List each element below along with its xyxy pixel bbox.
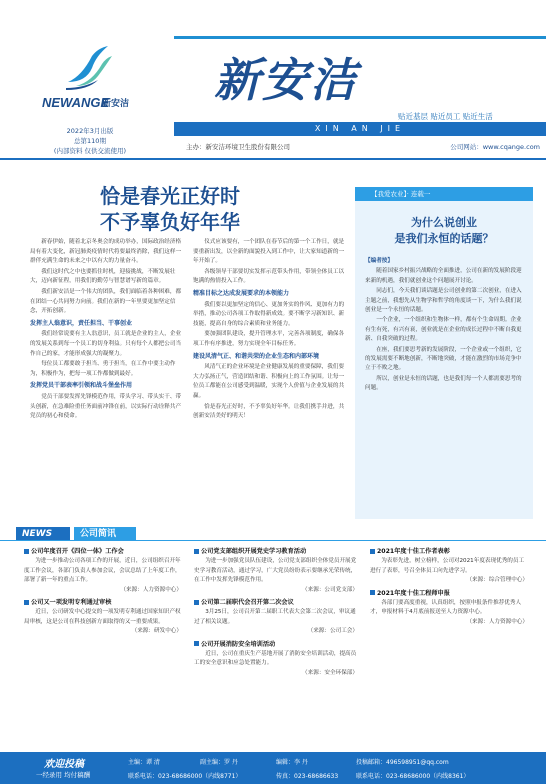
masthead-divider [0,158,546,160]
bullet-square-icon [194,600,199,605]
lead-column-left [30,238,183,423]
paragraph: 恰是春光正好时，不予辜负好年华。让我们携手并进，共创新安洁美好的明天！ [193,403,345,420]
sidebar-title [355,215,533,247]
news-item-body: 为进一步推动公司各项工作的开展，近日，公司组织召开年度工作会议，各部门负责人参加会议，会议总结了上年度工作，部署了新一年的重点工作。 [24,558,181,584]
contact-phone: 联系电话：023-68686000（内线8771） [128,773,242,780]
section-heading: 发挥主人翁意识，责任担当、干事创业 [30,319,133,327]
news-item-title: 2021年度十佳工程师申报 [370,589,528,598]
paragraph: 新春伊始，随着北京冬奥会的成功举办，国际政治经济格局有着大变化，新冠肺炎疫情时代将要最终消除，我们这样一群伴充满生命的未来之中以有大的力量奋斗。 [30,239,182,265]
news-item-title: 公司开展消防安全培训活动 [194,640,358,649]
news-item-title: 公司党支部组织开展党史学习教育活动 [194,547,358,556]
paragraph: 仪式应该要有，一个团队在春节后的第一个工作日，就是要重新出发，以全新的面貌投入到工作中，让大家知道新的一年开始了。 [193,239,345,265]
logo-wordmark-cn: 新安洁 [102,99,130,109]
news-item-source: （来源：人力资源中心） [466,618,528,625]
issue-number: 总第110期 [74,137,106,145]
news-item-title: 2021年度十佳工作者表彰 [370,547,528,556]
paragraph: 同志们，今天我们谈话题是公司创业的第二次创业，在进入主题之前，我想先从生物学和哲学的角度谈一下，为什么我们说创业是一个永恒的话题。 [365,288,522,314]
news-section-title: 公司简讯 [74,527,136,541]
bullet-square-icon [24,549,29,554]
news-item-source: （来源：人力资源中心） [120,586,182,593]
news-item-body: 为进一步加强党员队伍建设，公司党支部组织全体党员开展党史学习教育活动，通过学习，广大党员纷纷表示要继承光荣传统，在工作中发挥先锋模范作用。 [194,558,357,584]
news-item-title: 公司年度召开《四位一体》工作会 [24,547,182,556]
lead-headline-line-1: 恰是春光正好时 [100,184,240,208]
issue-date: 2022年3月出版 [66,127,114,135]
bullet-square-icon [194,549,199,554]
paragraph: 各级领导干部要切实发挥示范带头作用，带领全体员工以饱满的热情投入工作。 [193,268,345,285]
chief-editor: 主编：谭 清 [128,759,160,766]
editor: 编辑：李 丹 [276,759,308,766]
news-column-left [24,544,182,637]
news-item-source: （来源：公司党支部） [302,586,358,593]
paragraph: 一个企业，一个组织和生物体一样，都有个生命周期。企业有生有死，有兴有衰，创业就是在企业的成长过程中不断自我更新、自我突破的过程。 [365,317,522,343]
issue-info [30,126,150,156]
news-item-source: （来源：安全环保部） [302,669,358,676]
website-link[interactable]: 公司网站：www.cqange.com [450,143,540,151]
paragraph: 我们要以更加坚定的信心、更加务实的作风、更加有力的举措，推动公司各项工作取得新成效。要不断学习新知识、新技能，提高自身的综合素质和业务能力。 [193,301,345,327]
editor-note-tag: 【编者按】 [365,258,393,264]
bullet-square-icon [194,641,199,646]
news-section-header [0,527,546,541]
lead-headline [100,183,240,235]
section-heading: 发挥党员干部表率引领和战斗堡垒作用 [30,382,133,390]
paragraph: 要加强团队建设，提升管理水平，完善各项制度，确保各项工作有序推进，努力实现全年目标任务。 [193,331,345,347]
sidebar-title-line-2: 是我们永恒的话题？ [394,232,494,245]
submission-email[interactable]: 投稿邮箱：496598951@qq.com [356,759,449,766]
newspaper-title: 新安洁 [214,53,358,107]
sidebar-feature [355,187,533,519]
deputy-editor: 副主编：罗 丹 [200,759,238,766]
paragraph: 风清气正的企业环境是企业健康发展的重要保障，我们要大力弘扬正气，营造团结和谐、积极向上的工作氛围。让每一位员工都能在公司感受到温暖，实现个人价值与企业发展的共赢。 [193,364,345,399]
paragraph: 每位员工都要敢于担当、勇于担当，在工作中要主动作为，积极作为，把每一项工作都做到最好。 [30,361,176,377]
masthead [0,0,546,186]
paragraph: 我们新安洁是一个伟大的团队，我们面临着各种困难，都在团结一心共同努力向前。我们在新的一年里要更加坚定信念，开拓创新。 [30,288,182,315]
section-heading: 建设风清气正、和谐共荣的企业生态和内部环境 [193,352,320,360]
lead-article-body [30,238,346,520]
news-item-source: （来源：公司工会） [307,628,358,635]
paragraph: 在座，我们要思考新的发展阶段，一个企业或一个组织，它的发展需要不断地创新，不断地突破，才能在激烈的市场竞争中立于不败之地。 [365,346,522,372]
news-item-body: 3月25日，公司召开第二届职工代表大会第二次会议，审议通过了相关议题。 [194,609,356,625]
news-item-body: 各部门要高度重视，认真组织，按照申报条件推荐优秀人才，申报材料于4月底前报送至人力资源中心。 [370,600,522,616]
fax: 传真：023-68686633 [276,773,339,780]
news-column-middle [194,544,358,678]
news-item-body: 近日，公司在重庆生产基地开展了消防安全培训活动，提高员工的安全意识和应急处置能力。 [194,651,357,667]
paragraph: 党员干部要发挥先锋模范作用，带头学习、带头实干、带头创新，在急难险重任务面前冲锋在前，以实际行动诠释共产党员的初心和使命。 [30,393,182,420]
sidebar-header: 【我爱农业】· 连载一 [355,187,533,201]
logo-wordmark: NEWANGE [42,95,110,110]
news-column-right [370,544,528,627]
news-divider [0,540,546,541]
footer [0,752,546,784]
news-item-body: 近日，公司研发中心提交的一项发明专利通过国家知识产权局审核，这是公司在科技创新方面取得的又一重要成果。 [24,609,181,625]
footer-subslogan: 一经录用 均付稿酬 [36,771,91,779]
paragraph: 所以，创业是永恒的话题，也是我们每一个人都需要思考的问题。 [365,375,522,392]
news-tab: NEWS [16,527,70,541]
section-heading: 精准目标之达成发展要求的本领能力 [193,289,290,297]
bullet-square-icon [24,600,29,605]
contact-phone-2: 联系电话：023-68686000（内线8361） [356,773,470,780]
issue-note: (内部资料 仅供交流使用) [53,147,127,155]
news-item-title: 公司又一项发明专利通过审核 [24,598,182,607]
paragraph: 我们这时代之中也要抓住时机，迎接挑战，不断发展壮大，迈向新征程，用我们的勤劳与智慧谱写新的篇章。 [30,268,176,285]
footer-slogan: 欢迎投稿 [44,759,84,770]
news-item-body: 为表彰先进，树立榜样，公司对2021年度表现优秀的员工进行了表彰，号召全体员工向先进学习。 [370,558,525,574]
news-item-source: （来源：综合管理中心） [466,577,528,584]
logo-swoosh-icon [62,42,114,94]
title-strip [174,36,546,39]
lead-headline-line-2: 不予辜负好年华 [100,210,240,234]
lead-column-right [193,238,346,423]
editor-note: 随着国家乡村振兴战略的全面推进，公司在新的发展阶段迎来新的机遇，我们就创业这个问题展开讨论。 [365,268,522,284]
bullet-square-icon [370,549,375,554]
sidebar-body [365,257,525,395]
sidebar-title-line-1: 为什么说创业 [411,216,477,229]
paragraph: 我们经常说要有主人翁意识，员工就是企业的主人，企业的发展关系到每一个员工的切身利益。只有每个人都把公司当作自己的家，才能形成强大的凝聚力。 [30,331,182,357]
sponsor-text: 主办：新安洁环境卫生股份有限公司 [186,143,290,151]
sponsor-row [174,139,546,155]
news-item-title: 公司第二届职代会召开第二次会议 [194,598,358,607]
bullet-square-icon [370,590,375,595]
news-item-source: （来源：研发中心） [131,628,182,635]
logo [0,28,170,155]
masthead-slogan: 贴近基层 贴近员工 贴近生活 [398,112,493,121]
pinyin-bar: XIN AN JIE [174,122,546,136]
